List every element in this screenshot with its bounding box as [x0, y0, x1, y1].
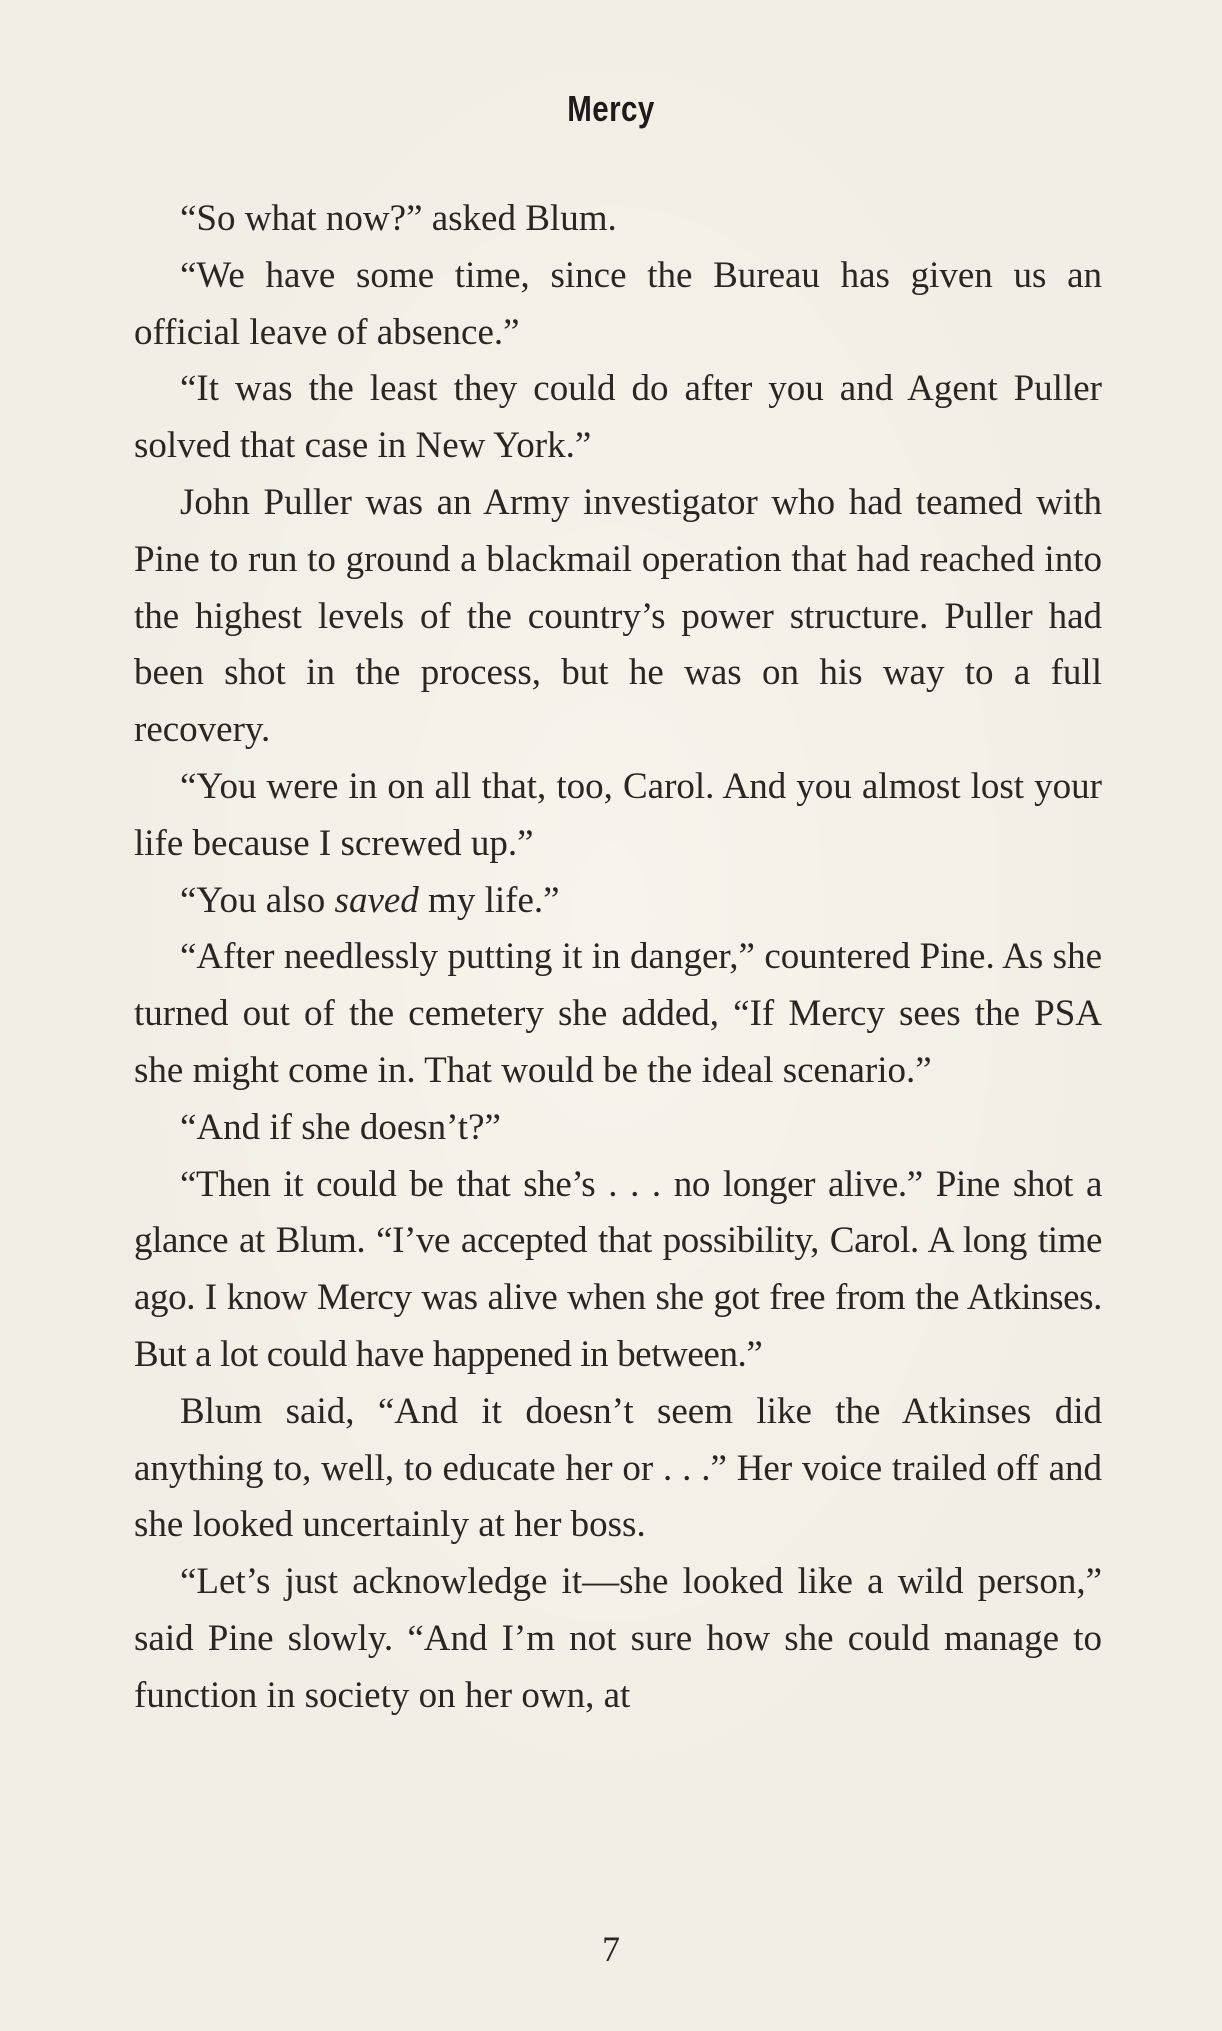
running-header: Mercy: [567, 88, 655, 129]
paragraph-4: John Puller was an Army investigator who had teamed with Pine to run to ground a blackmail operation that had reached into the highest levels of the country’s power structure. Puller had been shot in the process, but he was on his way to a full recovery.: [134, 481, 1102, 751]
paragraph-8: “And if she doesn’t?”: [180, 1106, 501, 1148]
emphasized-word: saved: [334, 879, 419, 921]
paragraph-11: “Let’s just acknowledge it—she looked like a wild person,” said Pine slowly. “And I’m not sure how she could manage to function in society on her own, at: [134, 1561, 1102, 1716]
paragraph-6-start: “You also: [180, 879, 335, 921]
paragraph-10: Blum said, “And it doesn’t seem like the Atkinses did anything to, well, to educate her or . . .” Her voice trailed off and she looked uncertainly at her boss.: [134, 1390, 1102, 1546]
paragraph-6-end: my life.”: [418, 879, 560, 921]
page-number: 7: [602, 1929, 620, 1969]
body-text: [134, 191, 1102, 1725]
paragraph-3: “It was the least they could do after you and Agent Puller solved that case in New York.”: [134, 368, 1102, 467]
paragraph-1: “So what now?” asked Blum.: [180, 198, 617, 239]
paragraph-9: “Then it could be that she’s . . . no longer alive.” Pine shot a glance at Blum. “I’ve accepted that possibility, Carol. A long time ago. I know Mercy was alive when she got free from the Atkinses. But a lot could have happened in between.”: [134, 1163, 1102, 1375]
paragraph-2: “We have some time, since the Bureau has given us an official leave of absence.”: [134, 254, 1102, 353]
paragraph-5: “You were in on all that, too, Carol. And you almost lost your life because I screwed up.”: [134, 765, 1102, 864]
paragraph-6: [134, 873, 1102, 930]
paragraph-7: “After needlessly putting it in danger,” countered Pine. As she turned out of the cemetery she added, “If Mercy sees the PSA she might come in. That would be the ideal scenario.”: [134, 936, 1102, 1091]
